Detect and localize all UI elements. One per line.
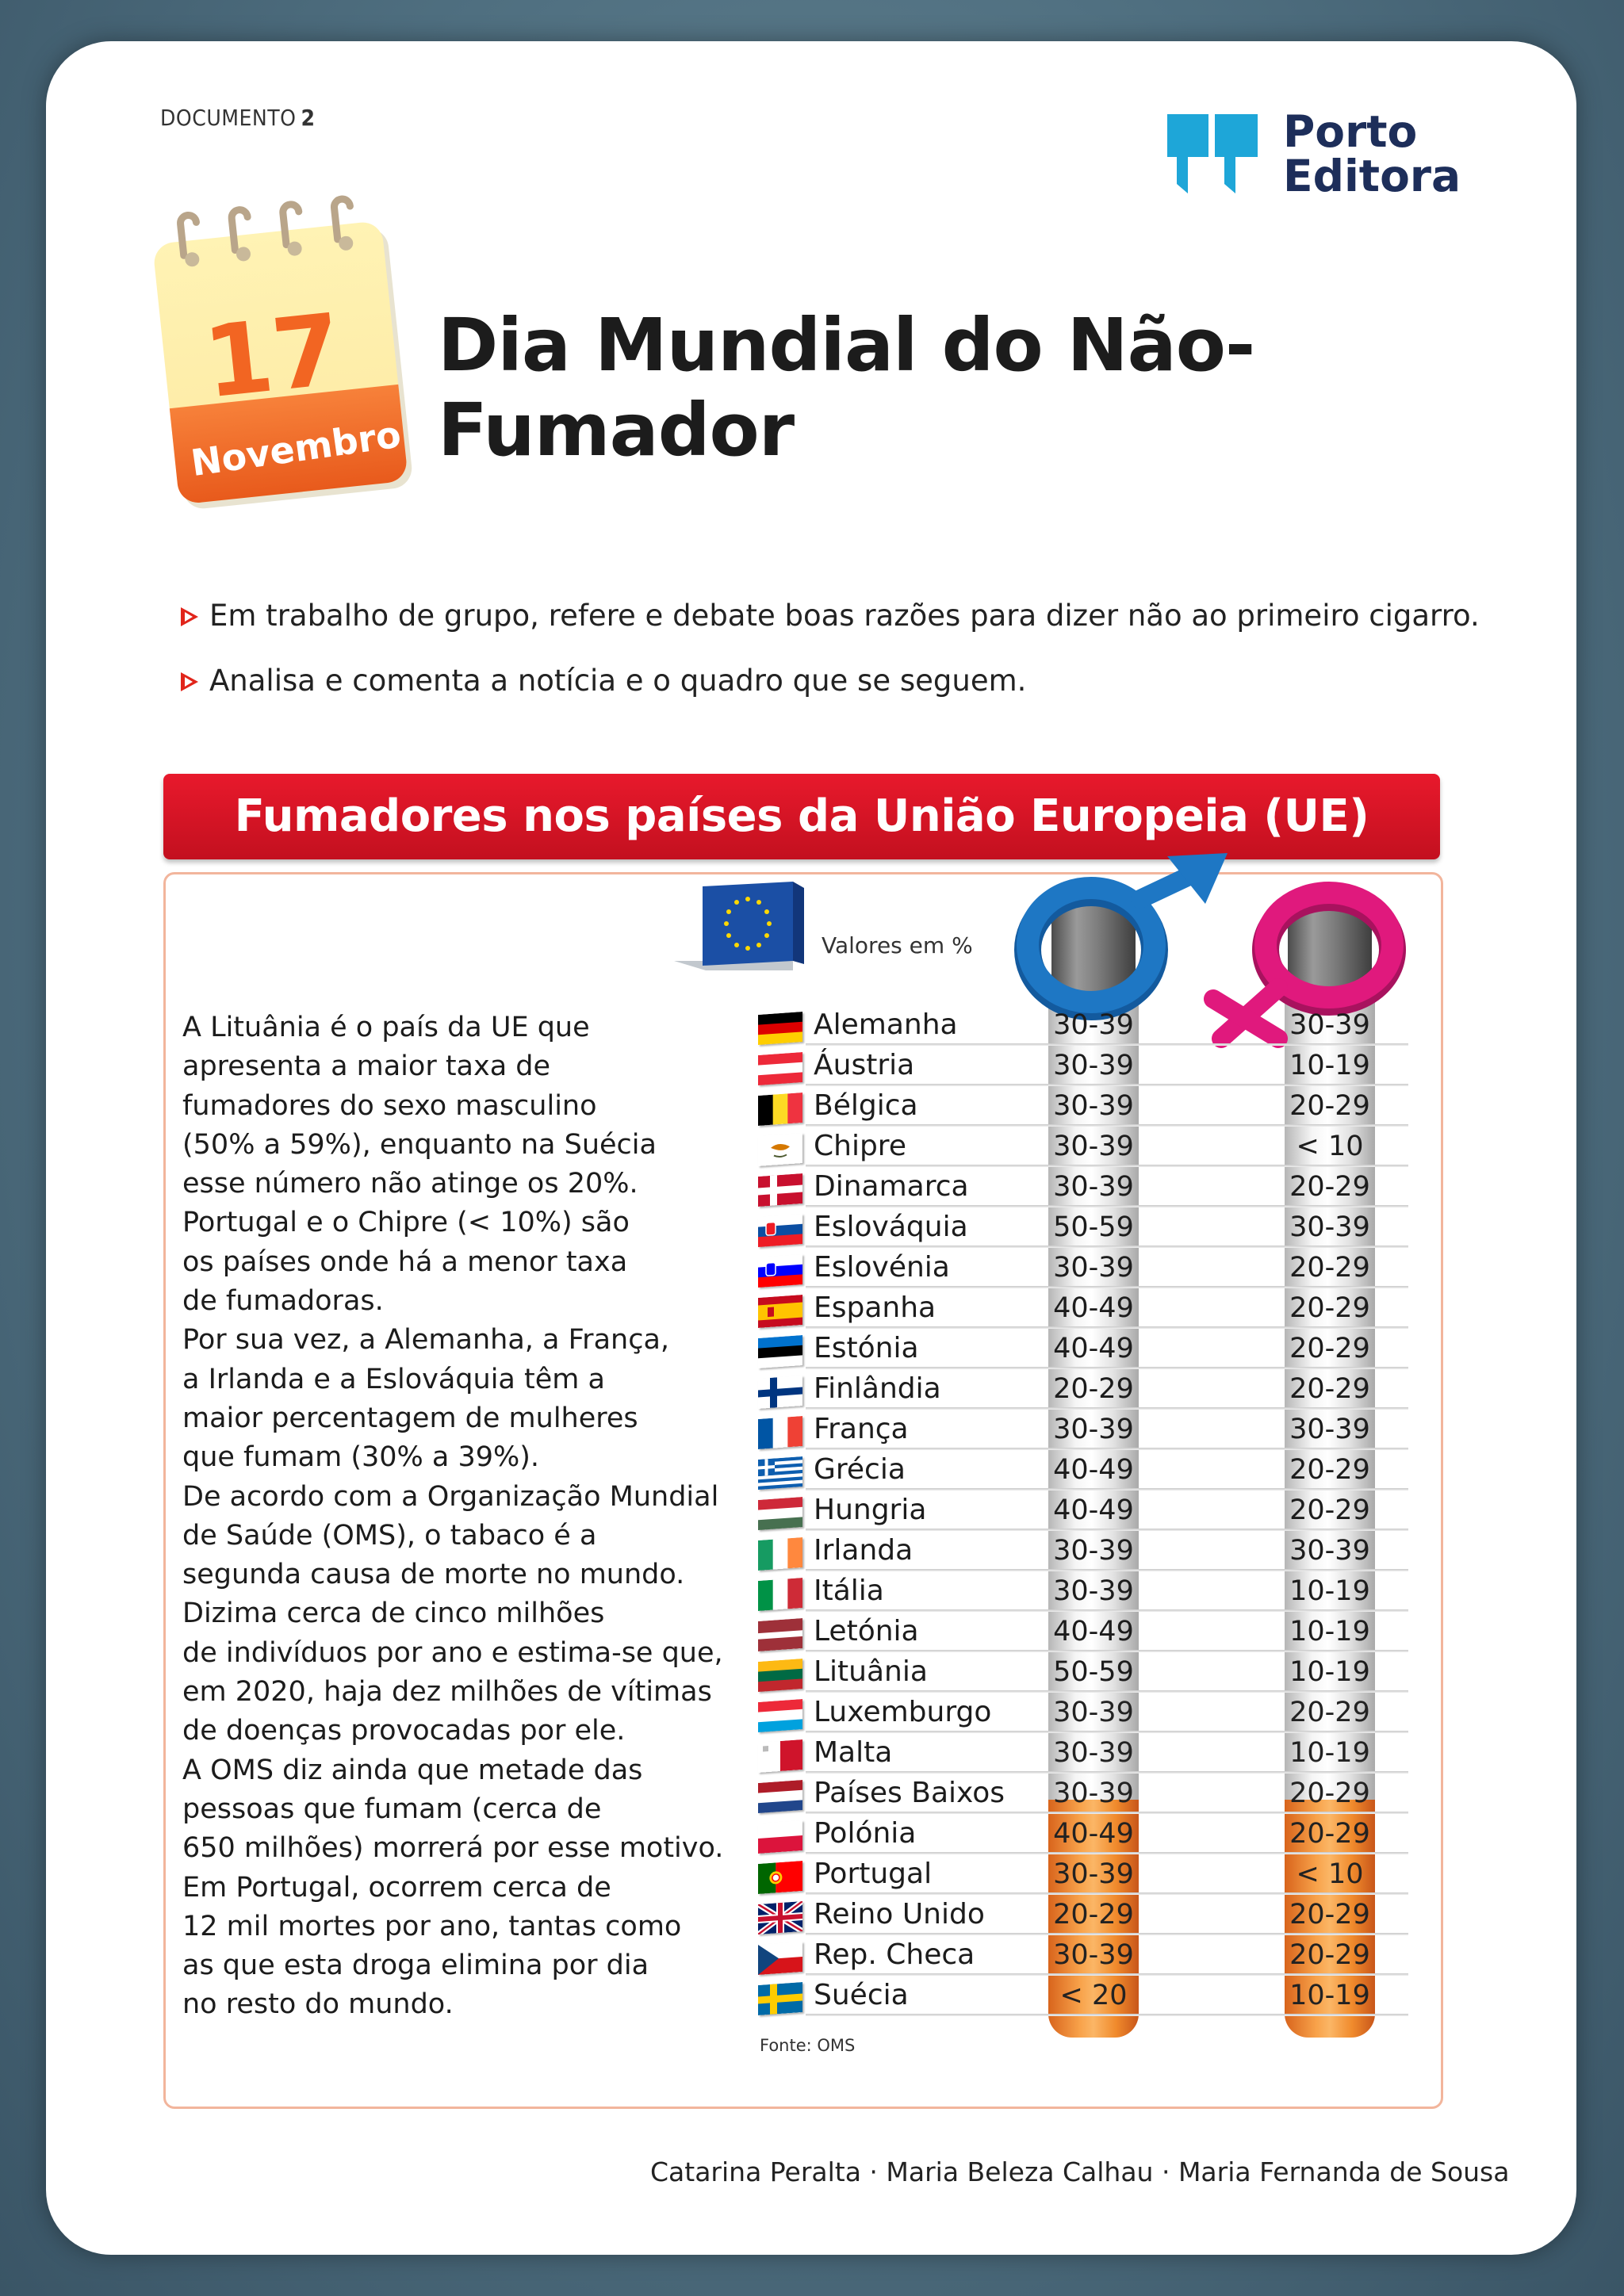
- country-name: Luxemburgo: [814, 1696, 992, 1728]
- news-line: os países onde há a menor taxa: [182, 1246, 628, 1278]
- flag-de-icon: [758, 1013, 802, 1043]
- flag-gb-icon: [758, 1903, 802, 1933]
- country-name: Rep. Checa: [814, 1938, 975, 1971]
- female-value: 10-19: [1289, 1616, 1370, 1647]
- eu-flag-icon: [674, 882, 817, 977]
- male-value: < 20: [1059, 1980, 1128, 2011]
- country-name: Grécia: [814, 1453, 906, 1486]
- news-line: a Irlanda e a Eslováquia têm a: [182, 1363, 605, 1395]
- country-name: Letónia: [814, 1615, 919, 1647]
- female-value: 20-29: [1289, 1494, 1370, 1526]
- news-line: de Saúde (OMS), o tabaco é a: [182, 1519, 597, 1552]
- female-value: 30-39: [1289, 1211, 1370, 1243]
- female-value: 10-19: [1289, 1050, 1370, 1081]
- banner-title: Fumadores nos países da União Europeia (UE): [234, 790, 1369, 842]
- male-value: 50-59: [1053, 1211, 1134, 1243]
- flag-pt-icon: [758, 1862, 802, 1892]
- male-value: 30-39: [1053, 1575, 1134, 1607]
- flag-at-icon: [758, 1054, 802, 1084]
- country-name: Estónia: [814, 1332, 919, 1364]
- flag-be-icon: [758, 1094, 802, 1124]
- news-line: 650 milhões) morrerá por esse motivo.: [182, 1832, 724, 1865]
- section-banner: [163, 774, 1440, 859]
- country-name: França: [814, 1413, 909, 1445]
- news-line: Portugal e o Chipre (< 10%) são: [182, 1207, 630, 1239]
- flag-sk-icon: [758, 1215, 802, 1246]
- male-value: 30-39: [1053, 1252, 1134, 1284]
- male-value: 30-39: [1053, 1939, 1134, 1971]
- flag-dk-icon: [758, 1175, 802, 1205]
- female-values-column: [1285, 1005, 1375, 2016]
- flag-hu-icon: [758, 1498, 802, 1529]
- news-line: de fumadoras.: [182, 1285, 384, 1318]
- flag-nl-icon: [758, 1781, 802, 1812]
- news-line: Dizima cerca de cinco milhões: [182, 1598, 605, 1630]
- news-line: em 2020, haja dez milhões de vítimas: [182, 1676, 712, 1709]
- country-name: Áustria: [814, 1049, 915, 1081]
- male-value: 40-49: [1053, 1292, 1134, 1324]
- female-value: 10-19: [1289, 1656, 1370, 1688]
- news-line: maior percentagem de mulheres: [182, 1402, 638, 1434]
- news-line: de indivíduos por ano e estima-se que,: [182, 1636, 723, 1669]
- female-value: 20-29: [1289, 1818, 1370, 1850]
- country-name: Espanha: [814, 1292, 936, 1324]
- news-line: (50% a 59%), enquanto na Suécia: [182, 1128, 657, 1161]
- flag-fr-icon: [758, 1418, 802, 1448]
- country-name: Finlândia: [814, 1372, 941, 1405]
- news-line: A OMS diz ainda que metade das: [182, 1754, 643, 1786]
- news-line: que fumam (30% a 39%).: [182, 1441, 540, 1474]
- male-value: 40-49: [1053, 1333, 1134, 1364]
- flag-pl-icon: [758, 1822, 802, 1852]
- flag-cy-icon: [758, 1135, 802, 1165]
- news-line: esse número não atinge os 20%.: [182, 1168, 638, 1200]
- news-line: pessoas que fumam (cerca de: [182, 1793, 602, 1825]
- country-name: Lituânia: [814, 1655, 928, 1688]
- male-value: 20-29: [1053, 1373, 1134, 1405]
- flag-se-icon: [758, 1984, 802, 2014]
- news-line: no resto do mundo.: [182, 1988, 454, 2021]
- flag-mt-icon: [758, 1741, 802, 1771]
- document-label-number: 2: [301, 105, 316, 131]
- male-value: 20-29: [1053, 1899, 1134, 1931]
- flag-fi-icon: [758, 1377, 802, 1407]
- female-value: 30-39: [1289, 1414, 1370, 1445]
- male-value: 30-39: [1053, 1171, 1134, 1203]
- country-name: Eslováquia: [814, 1211, 968, 1243]
- female-value: 10-19: [1289, 1737, 1370, 1769]
- instruction-item: Analisa e comenta a notícia e o quadro que se seguem.: [181, 661, 1489, 726]
- values-label: Valores em %: [822, 932, 973, 959]
- news-line: A Lituânia é o país da UE que: [182, 1012, 590, 1043]
- female-value: 20-29: [1289, 1777, 1370, 1809]
- news-line: fumadores do sexo masculino: [182, 1089, 597, 1122]
- logo-text: [1283, 106, 1461, 201]
- authors-line: Catarina Peralta · Maria Beleza Calhau · Maria Fernanda de Sousa: [650, 2156, 1510, 2187]
- male-values-column: [1048, 1005, 1139, 2016]
- page-title: Dia Mundial do Não-Fumador: [438, 303, 1255, 473]
- country-name: Suécia: [814, 1979, 909, 2011]
- female-value: 30-39: [1289, 1009, 1370, 1041]
- country-name: Hungria: [814, 1494, 927, 1526]
- male-value: 30-39: [1053, 1858, 1134, 1890]
- female-value: 20-29: [1289, 1252, 1370, 1284]
- country-name: Polónia: [814, 1817, 917, 1850]
- flag-lu-icon: [758, 1701, 802, 1731]
- country-name: Chipre: [814, 1130, 906, 1162]
- flag-lt-icon: [758, 1660, 802, 1690]
- flag-cz-icon: [758, 1943, 802, 1973]
- male-value: 40-49: [1053, 1818, 1134, 1850]
- logo-text-line1: Porto: [1283, 106, 1418, 157]
- female-value: 20-29: [1289, 1697, 1370, 1728]
- flag-ee-icon: [758, 1337, 802, 1367]
- instructions-list: [181, 596, 1489, 726]
- country-name: Países Baixos: [814, 1777, 1005, 1809]
- male-value: 50-59: [1053, 1656, 1134, 1688]
- male-value: 30-39: [1053, 1535, 1134, 1567]
- male-value: 30-39: [1053, 1050, 1134, 1081]
- flag-ie-icon: [758, 1539, 802, 1569]
- male-value: 30-39: [1053, 1777, 1134, 1809]
- news-line: 12 mil mortes por ano, tantas como: [182, 1910, 682, 1942]
- country-name: Reino Unido: [814, 1898, 985, 1931]
- flag-es-icon: [758, 1296, 802, 1326]
- news-text: [182, 1008, 724, 2025]
- document-label-prefix: DOCUMENTO: [160, 105, 297, 131]
- news-line: segunda causa de morte no mundo.: [182, 1559, 685, 1591]
- male-value: 30-39: [1053, 1414, 1134, 1445]
- male-value: 40-49: [1053, 1616, 1134, 1647]
- country-name: Itália: [814, 1575, 884, 1607]
- country-name: Dinamarca: [814, 1170, 969, 1203]
- document-label: [160, 105, 316, 131]
- female-value: 20-29: [1289, 1292, 1370, 1324]
- instruction-item: Em trabalho de grupo, refere e debate boas razões para dizer não ao primeiro cigarro.: [181, 596, 1489, 661]
- news-line: Em Portugal, ocorrem cerca de: [182, 1871, 611, 1904]
- female-value: 20-29: [1289, 1333, 1370, 1364]
- source-note: Fonte: OMS: [760, 2036, 856, 2055]
- country-name: Bélgica: [814, 1089, 918, 1122]
- flag-si-icon: [758, 1256, 802, 1286]
- male-value: 40-49: [1053, 1454, 1134, 1486]
- female-value: 20-29: [1289, 1373, 1370, 1405]
- logo-text-line2: Editora: [1283, 151, 1461, 201]
- flag-lv-icon: [758, 1620, 802, 1650]
- female-value: 20-29: [1289, 1090, 1370, 1122]
- male-value: 30-39: [1053, 1737, 1134, 1769]
- country-name: Eslovénia: [814, 1251, 950, 1284]
- female-value: 30-39: [1289, 1535, 1370, 1567]
- calendar-day: 17: [198, 293, 347, 421]
- country-name: Irlanda: [814, 1534, 914, 1567]
- female-value: 10-19: [1289, 1575, 1370, 1607]
- calendar-month: Novembro: [188, 412, 404, 485]
- news-line: de doenças provocadas por ele.: [182, 1715, 626, 1747]
- female-value: 20-29: [1289, 1454, 1370, 1486]
- female-value: 20-29: [1289, 1899, 1370, 1931]
- news-line: apresenta a maior taxa de: [182, 1050, 551, 1083]
- country-name: Alemanha: [814, 1008, 958, 1041]
- country-name: Malta: [814, 1736, 893, 1769]
- male-value: 30-39: [1053, 1090, 1134, 1122]
- news-line: as que esta droga elimina por dia: [182, 1950, 649, 1982]
- female-value: 20-29: [1289, 1171, 1370, 1203]
- female-value: < 10: [1296, 1131, 1364, 1162]
- male-value: 30-39: [1053, 1009, 1134, 1041]
- male-value: 40-49: [1053, 1494, 1134, 1526]
- female-value: < 10: [1296, 1858, 1364, 1890]
- flag-it-icon: [758, 1579, 802, 1609]
- news-line: Por sua vez, a Alemanha, a França,: [182, 1324, 670, 1357]
- female-value: 10-19: [1289, 1980, 1370, 2011]
- male-value: 30-39: [1053, 1131, 1134, 1162]
- country-name: Portugal: [814, 1858, 933, 1890]
- female-value: 20-29: [1289, 1939, 1370, 1971]
- male-value: 30-39: [1053, 1697, 1134, 1728]
- flag-gr-icon: [758, 1458, 802, 1488]
- news-line: De acordo com a Organização Mundial: [182, 1480, 719, 1513]
